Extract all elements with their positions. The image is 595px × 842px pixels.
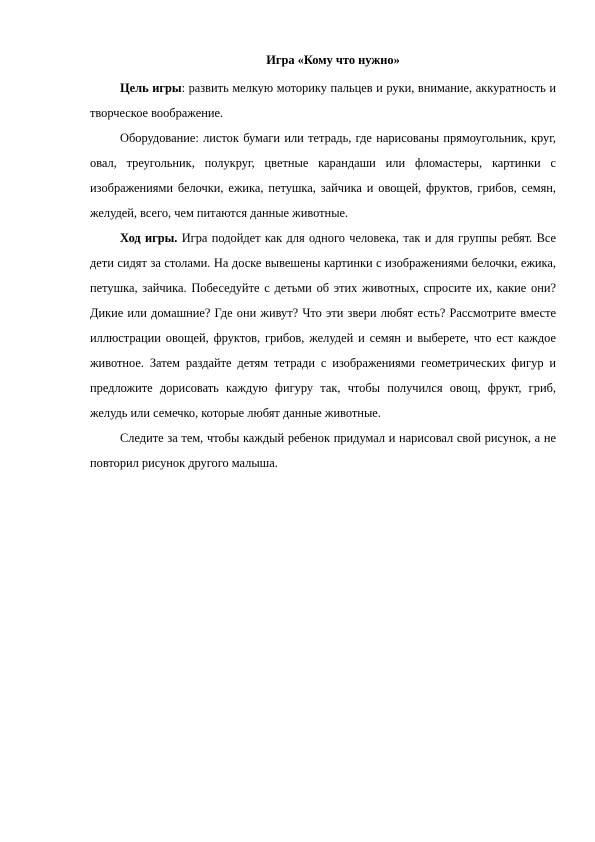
equipment-paragraph [90, 126, 556, 226]
document-title: Игра «Кому что нужно» [266, 53, 400, 67]
goal-paragraph [90, 76, 556, 126]
equipment-text: Оборудование: листок бумаги или тетрадь, где нарисованы прямоугольник, круг, овал, треугольник, полукруг, цветные карандаши или фломастеры, картинки с изображениями белочки, ежика, петушка, зайчика и овощей, фруктов, грибов, семян, желудей, всего, чем питаются данные животные. [90, 131, 556, 220]
goal-label: Цель игры [120, 81, 182, 95]
procedure-paragraph [90, 226, 556, 426]
note-paragraph [90, 426, 556, 476]
goal-text: : развить мелкую моторику пальцев и руки, внимание, аккуратность и творческое воображение. [90, 81, 556, 120]
procedure-text: Игра подойдет как для одного человека, так и для группы ребят. Все дети сидят за столами. На доске вывешены картинки с изображениями белочки, ежика, петушка, зайчика. Побеседуйте с детьми об этих животных, спросите их, какие они? Дикие или домашние? Где они живут? Что эти звери любят есть? Рассмотрите вместе иллюстрации овощей, фруктов, грибов, желудей и семян и выберете, что ест каждое животное. Затем раздайте детям тетради с изображениями геометрических фигур и предложите дорисовать каждую фигуру так, чтобы получился овощ, фрукт, гриб, желудь или семечко, которые любят данные животные. [90, 231, 556, 420]
document-page [90, 48, 556, 476]
procedure-label: Ход игры. [120, 231, 178, 245]
note-text: Следите за тем, чтобы каждый ребенок придумал и нарисовал свой рисунок, а не повторил рисунок другого малыша. [90, 431, 556, 470]
